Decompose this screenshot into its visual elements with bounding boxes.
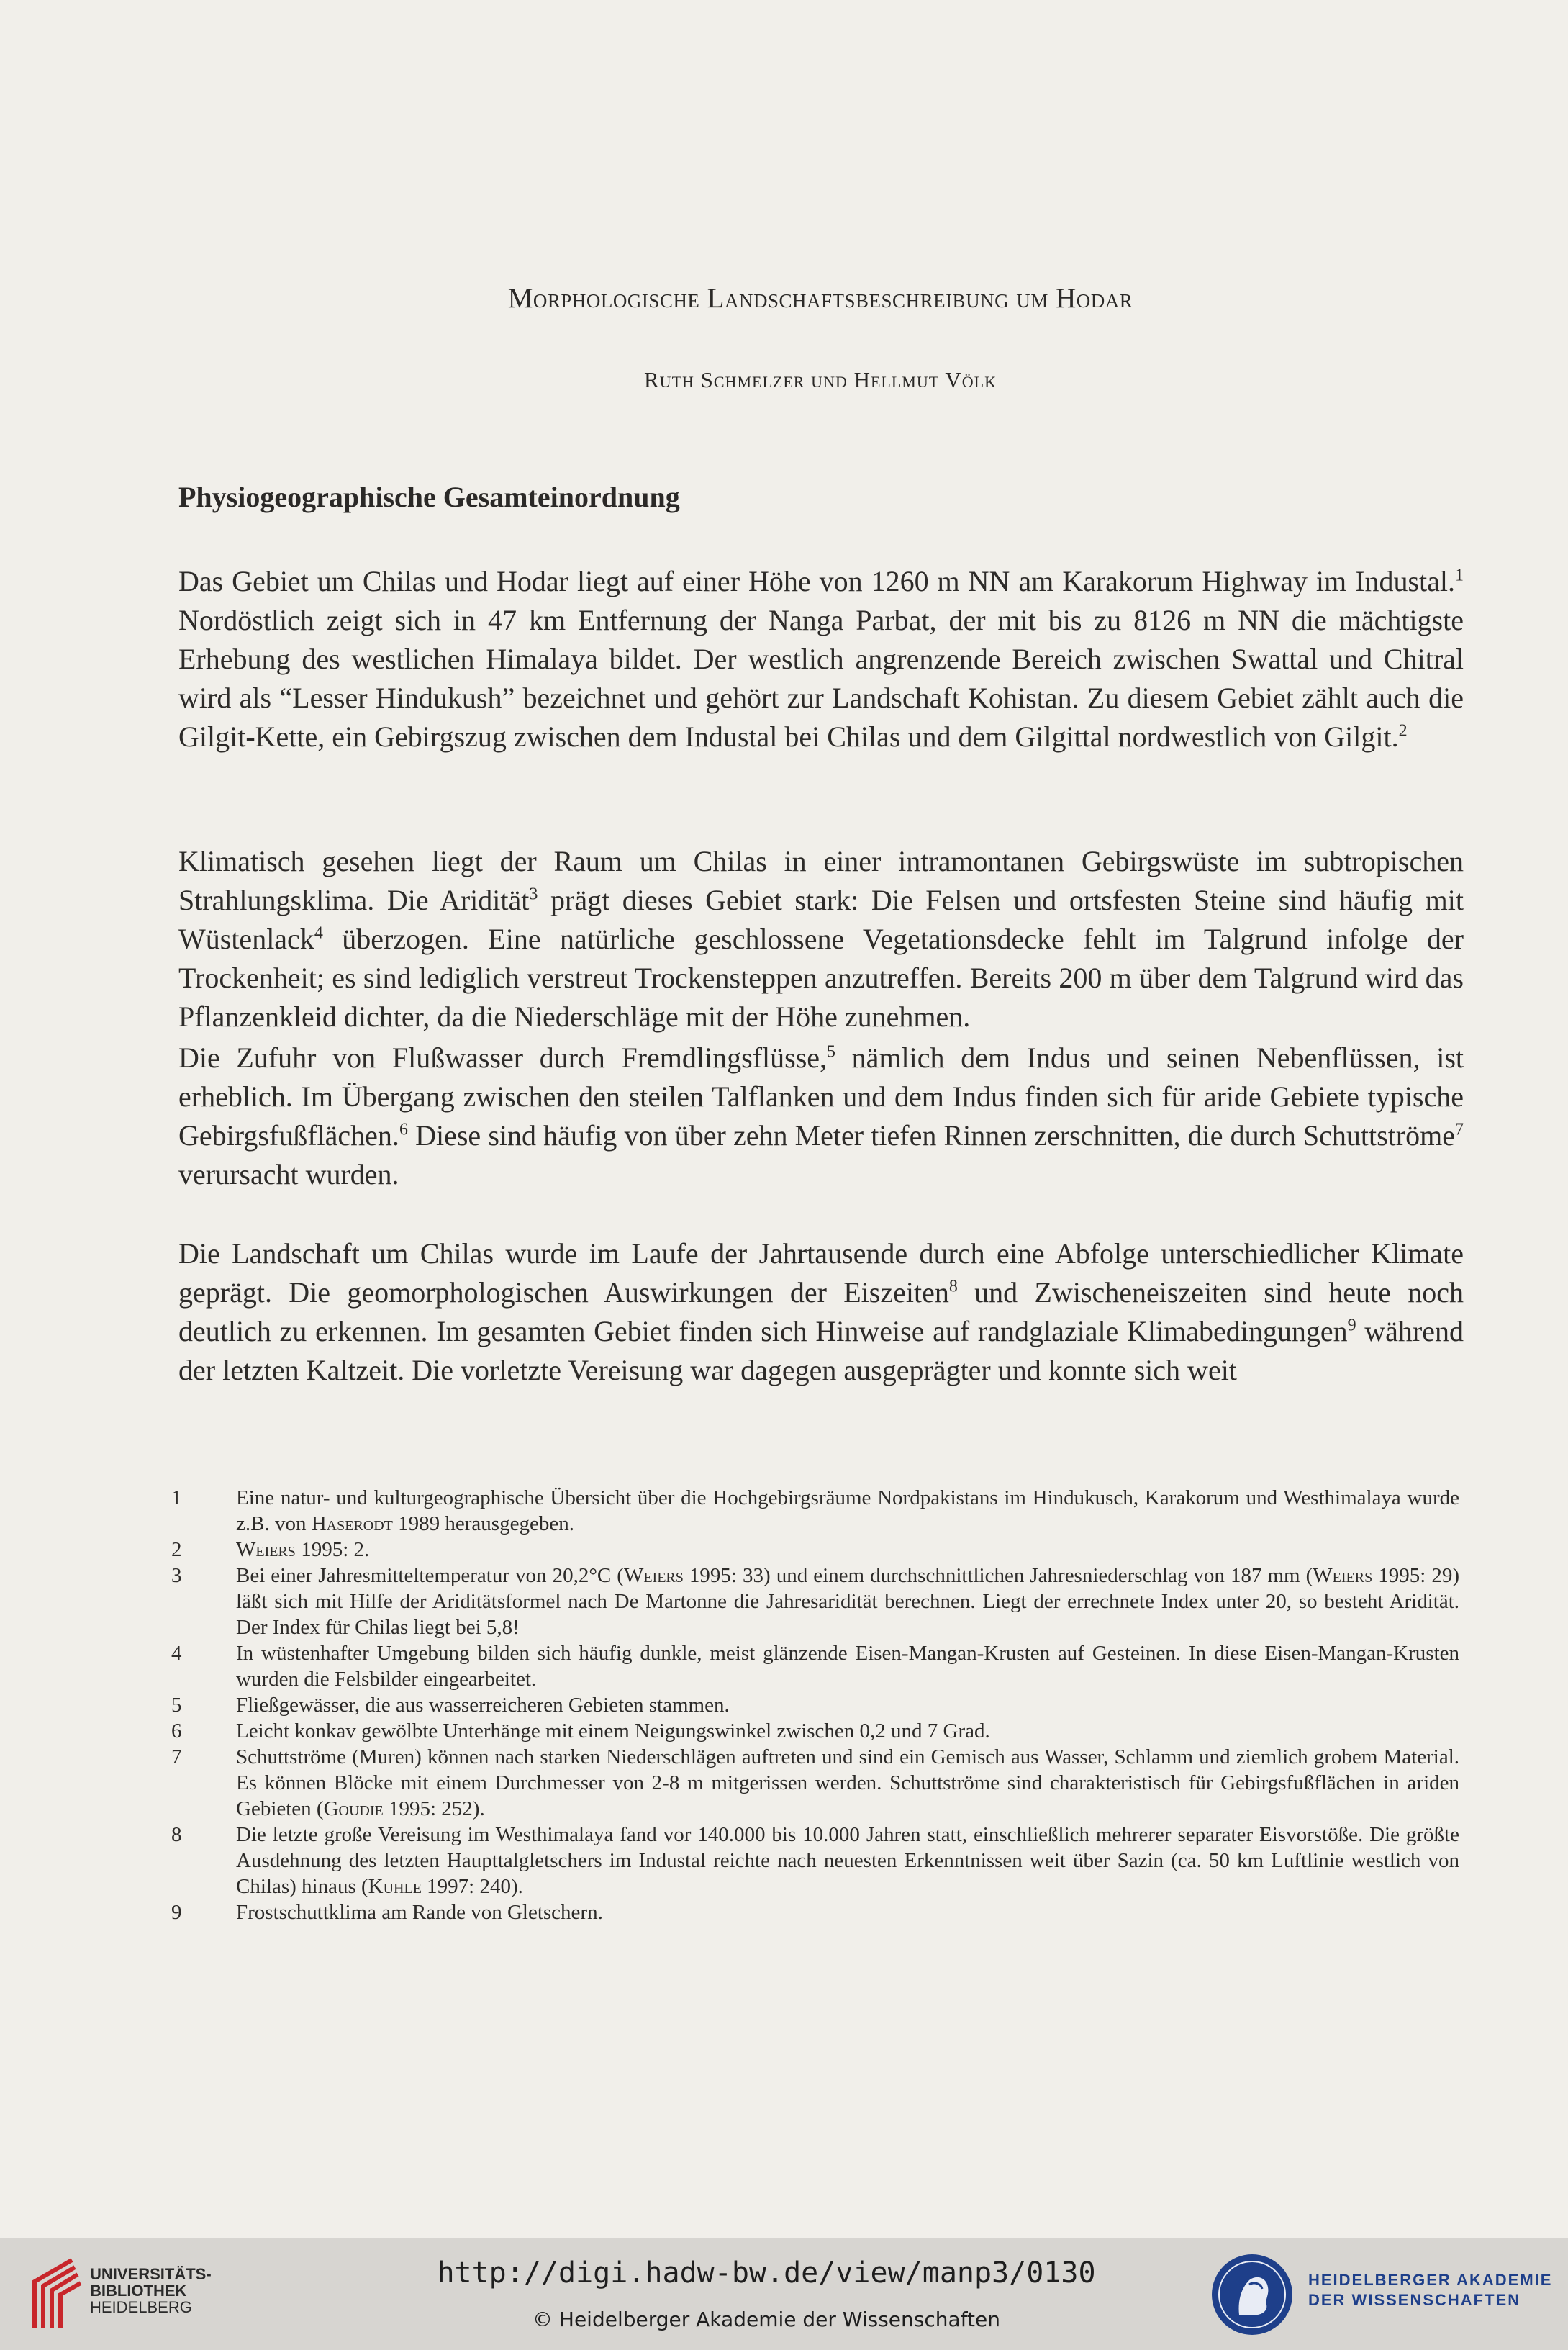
paragraph-text: Das Gebiet um Chilas und Hodar liegt auf einer Höhe von 1260 m NN am Karakorum Highway im Industal. xyxy=(178,565,1455,597)
paragraph-4 xyxy=(178,1234,1464,1390)
footnote-ref: 8 xyxy=(948,1277,958,1296)
footnote-number: 9 xyxy=(171,1901,182,1924)
footnote-number: 2 xyxy=(171,1538,182,1561)
footnote-text: Eine natur- und kulturgeographische Übersicht über die Hochgebirgsräume Nordpakistans im Hindukusch, Karakorum und Westhimalaya wurde z.B. von Haserodt 1989 herausgegeben. xyxy=(236,1486,1459,1535)
footnote-ref: 9 xyxy=(1347,1316,1356,1335)
footnote-ref: 3 xyxy=(529,885,538,904)
paragraph-text: Klimatisch gesehen liegt der Raum um Chilas in einer intramontanen Gebirgswüste im subtropischen Strahlungsklima. Die Aridität xyxy=(178,845,1464,916)
footnote-item xyxy=(171,1744,1459,1822)
page-url-link[interactable]: http://digi.hadw-bw.de/view/manp3/0130 xyxy=(437,2256,1096,2290)
footnote-ref: 7 xyxy=(1455,1120,1464,1139)
footnote-text: Die letzte große Vereisung im Westhimalaya fand vor 140.000 bis 10.000 Jahren statt, einschließlich mehrerer separater Eisvorstöße. Die größte Ausdehnung des letzten Haupttalgletschers im Industal reichte nach neuesten Erkenntnissen weit über Sazin (ca. 50 km Luftlinie westlich von Chilas) hinaus (Kuhle 1997: 240). xyxy=(236,1823,1459,1898)
paragraph-text: prägt dieses Gebiet stark: Die Felsen und ortsfesten Steine sind häufig mit Wüstenlack xyxy=(178,884,1464,955)
footnote-item xyxy=(171,1899,1459,1925)
section-heading: Physiogeographische Gesamteinordnung xyxy=(178,481,680,513)
paragraph-text: Nordöstlich zeigt sich in 47 km Entfernung der Nanga Parbat, der mit bis zu 8126 m NN die mächtigste Erhebung des westlichen Himalaya bildet. Der westlich angrenzende Bereich zwischen Swattal und Chitral wird als “Lesser Hindukush” bezeichnet und gehört zur Landschaft Kohistan. Zu diesem Gebiet zählt auch die Gilgit-Kette, ein Gebirgszug zwischen dem Industal bei Chilas und dem Gilgittal nordwestlich von Gilgit. xyxy=(178,604,1464,753)
footnote-number: 7 xyxy=(171,1745,182,1768)
footnote-text: Schuttströme (Muren) können nach starken Niederschlägen auftreten und sind ein Gemisch aus Wasser, Schlamm und ziemlich grobem Material. Es können Blöcke mit einem Durchmesser von 2-8 m mitgerissen werden. Schuttströme sind charakteristisch für Gebirgsfußflächen in ariden Gebieten (Goudie 1995: 252). xyxy=(236,1745,1459,1820)
article-authors: Ruth Schmelzer und Hellmut Völk xyxy=(644,367,997,392)
paragraph-text: überzogen. Eine natürliche geschlossene Vegetationsdecke fehlt im Talgrund infolge der Trockenheit; es sind lediglich verstreut Trockensteppen anzutreffen. Bereits 200 m über dem Talgrund wird das Pflanzenkleid dichter, da die Niederschläge mit der Höhe zunehmen. xyxy=(178,923,1464,1033)
university-library-logo-icon xyxy=(29,2253,86,2333)
copyright-notice: © Heidelberger Akademie der Wissenschaften xyxy=(532,2308,1000,2331)
footnote-text: Leicht konkav gewölbte Unterhänge mit einem Neigungswinkel zwischen 0,2 und 7 Grad. xyxy=(236,1719,990,1743)
footnote-number: 8 xyxy=(171,1823,182,1846)
footnote-ref: 5 xyxy=(827,1042,836,1062)
paragraph-text: Die Landschaft um Chilas wurde im Laufe der Jahrtausende durch eine Abfolge unterschiedlicher Klimate geprägt. Die geomorphologischen Auswirkungen der Eiszeiten xyxy=(178,1237,1464,1309)
footnote-ref: 1 xyxy=(1455,566,1464,585)
footnote-ref: 6 xyxy=(399,1120,408,1139)
footnote-text: Weiers 1995: 2. xyxy=(236,1538,370,1561)
footnote-number: 6 xyxy=(171,1719,182,1743)
paragraph-3 xyxy=(178,1039,1464,1194)
academy-name: HEIDELBERGER AKADEMIE DER WISSENSCHAFTEN xyxy=(1308,2271,1553,2309)
footnote-number: 3 xyxy=(171,1564,182,1587)
paragraph-text: Die Zufuhr von Flußwasser durch Fremdlingsflüsse, xyxy=(178,1041,828,1074)
paragraph-2 xyxy=(178,842,1464,1036)
footnote-item xyxy=(171,1485,1459,1537)
footnote-ref: 2 xyxy=(1398,721,1408,741)
university-library-name: UNIVERSITÄTS- BIBLIOTHEK HEIDELBERG xyxy=(90,2265,212,2316)
footnote-text: Bei einer Jahresmitteltemperatur von 20,2°C (Weiers 1995: 33) und einem durchschnittlichen Jahresniederschlag von 187 mm (Weiers 1995: 29) läßt sich mit Hilfe der Ariditätsformel nach De Martonne die Jahresaridität berechnen. Liegt der errechnete Index unter 20, so besteht Aridität. Der Index für Chilas liegt bei 5,8! xyxy=(236,1564,1460,1639)
article-title: Morphologische Landschaftsbeschreibung um Hodar xyxy=(507,283,1133,314)
footnote-ref: 4 xyxy=(314,923,323,943)
footnote-number: 1 xyxy=(171,1486,182,1509)
footnote-item xyxy=(171,1822,1459,1899)
academy-seal-icon xyxy=(1209,2251,1295,2338)
paragraph-text: und Zwischeneiszeiten sind heute noch deutlich zu erkennen. Im gesamten Gebiet finden sich Hinweise auf randglaziale Klimabedingungen xyxy=(178,1276,1464,1347)
footnotes xyxy=(171,1485,1459,1925)
paragraph-1 xyxy=(178,562,1464,756)
footnote-item xyxy=(171,1718,1459,1744)
paragraph-text: Diese sind häufig von über zehn Meter tiefen Rinnen zerschnitten, die durch Schuttströme xyxy=(407,1119,1455,1152)
footnote-item xyxy=(171,1692,1459,1718)
paragraph-text: während der letzten Kaltzeit. Die vorletzte Vereisung war dagegen ausgeprägter und konnte sich weit xyxy=(178,1315,1464,1386)
footnote-number: 5 xyxy=(171,1694,182,1717)
footnote-text: In wüstenhafter Umgebung bilden sich häufig dunkle, meist glänzende Eisen-Mangan-Krusten auf Gesteinen. In diese Eisen-Mangan-Krusten wurden die Felsbilder eingearbeitet. xyxy=(236,1642,1459,1691)
footnote-item xyxy=(171,1537,1459,1563)
footnote-item xyxy=(171,1640,1459,1692)
footnote-number: 4 xyxy=(171,1642,182,1665)
footnote-text: Frostschuttklima am Rande von Gletschern. xyxy=(236,1901,603,1924)
paragraph-text: nämlich dem Indus und seinen Nebenflüssen, ist erheblich. Im Übergang zwischen den steilen Talflanken und dem Indus finden sich für aride Gebiete typische Gebirgsfußflächen. xyxy=(178,1041,1464,1152)
footnote-item xyxy=(171,1563,1459,1640)
viewer-footer xyxy=(0,2238,1568,2350)
paragraph-text: verursacht wurden. xyxy=(178,1158,399,1190)
footnote-text: Fließgewässer, die aus wasserreicheren Gebieten stammen. xyxy=(236,1694,730,1717)
